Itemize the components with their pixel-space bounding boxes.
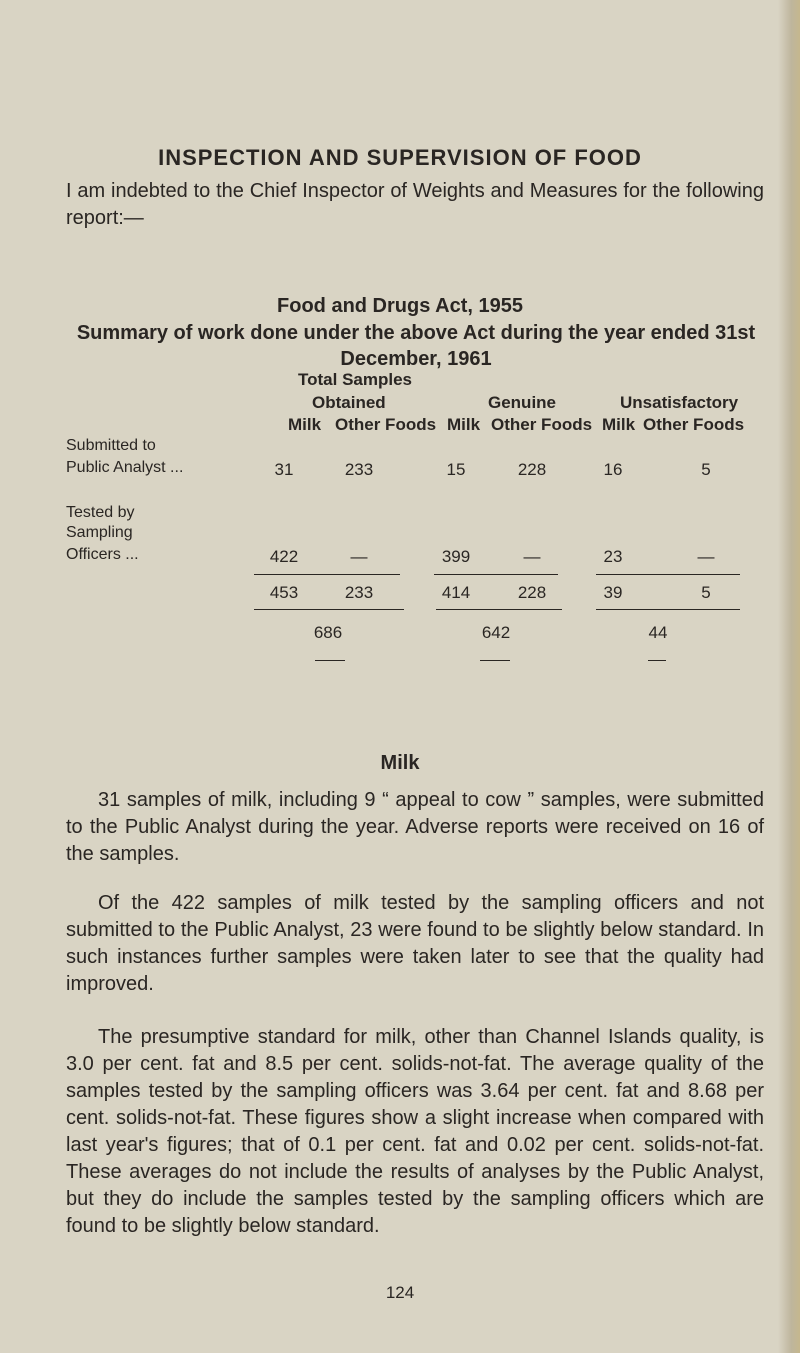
- row-label-tested-by: Tested by: [66, 504, 135, 521]
- table-subtotal: 39: [603, 583, 623, 602]
- table-cell: —: [697, 547, 715, 566]
- table-cell: 228: [517, 460, 547, 479]
- col-header-milk: Milk: [447, 415, 481, 434]
- table-cell: 399: [441, 547, 471, 566]
- table-cell: 15: [446, 460, 466, 479]
- header-unsatisfactory: Unsatisfactory: [620, 393, 739, 412]
- table-rule: [596, 609, 740, 610]
- table-cell: 31: [274, 460, 294, 479]
- intro-paragraph: I am indebted to the Chief Inspector of Weights and Measures for the following report:—: [66, 180, 764, 229]
- table-total: 686: [313, 623, 343, 642]
- page-edge-shadow: [778, 0, 800, 1353]
- table-rule: [648, 660, 666, 661]
- table-cell: —: [523, 547, 541, 566]
- row-label-submitted: Submitted to: [66, 437, 156, 454]
- table-rule: [480, 660, 510, 661]
- table-cell: 422: [269, 547, 299, 566]
- row-label-sampling: Sampling: [66, 524, 133, 541]
- table-total: 44: [648, 623, 668, 642]
- table-rule: [434, 574, 558, 575]
- header-obtained: Obtained: [312, 393, 386, 412]
- table-rule: [254, 609, 404, 610]
- col-header-other-foods: Other Foods: [491, 415, 593, 434]
- row-label-officers: Officers ...: [66, 546, 139, 563]
- table-cell: 16: [603, 460, 623, 479]
- table-rule: [254, 574, 400, 575]
- milk-paragraph-1: 31 samples of milk, including 9 “ appeal to cow ” samples, were submitted to the Public Analyst during the year. Adverse reports were received on 16 of the samples.: [66, 789, 764, 865]
- table-rule: [596, 574, 740, 575]
- table-rule: [315, 660, 345, 661]
- row-label-public-analyst: Public Analyst ...: [66, 459, 184, 476]
- col-header-other-foods: Other Foods: [335, 415, 437, 434]
- milk-paragraph-3: The presumptive standard for milk, other than Channel Islands quality, is 3.0 per cent. fat and 8.5 per cent. solids-not-fat. The average quality of the samples tested by the sampling officers was 3.64 per cent. fat and 8.68 per cent. solids-not-fat. These figures show a slight increase when compared with last year's figures; that of 0.1 per cent. fat and 0.02 per cent. solids-not-fat. These averages do not include the results of analyses by the Public Analyst, but they do include the samples tested by the sampling officers which are found to be slightly below standard.: [66, 1026, 764, 1237]
- table-cell: 233: [344, 460, 374, 479]
- act-title: Food and Drugs Act, 1955: [277, 295, 523, 317]
- table-total: 642: [481, 623, 511, 642]
- table-subtotal: 453: [269, 583, 299, 602]
- page-heading: INSPECTION AND SUPERVISION OF FOOD: [158, 145, 642, 170]
- table-rule: [436, 609, 562, 610]
- milk-paragraph-2: Of the 422 samples of milk tested by the sampling officers and not submitted to the Public Analyst, 23 were found to be slightly below standard. In such instances further samples were taken later to see that the quality had improved.: [66, 892, 764, 995]
- table-subtotal: 228: [517, 583, 547, 602]
- col-header-milk: Milk: [288, 415, 322, 434]
- summary-title: Summary of work done under the above Act during the year ended 31st December, 1961: [76, 322, 756, 370]
- col-header-milk: Milk: [602, 415, 636, 434]
- table-cell: 23: [603, 547, 623, 566]
- table-subtotal: 5: [701, 583, 711, 602]
- col-header-other-foods: Other Foods: [643, 415, 745, 434]
- header-genuine: Genuine: [488, 393, 557, 412]
- page-number: 124: [385, 1283, 415, 1302]
- milk-section-title: Milk: [380, 752, 420, 774]
- table-subtotal: 233: [344, 583, 374, 602]
- table-cell: 5: [701, 460, 711, 479]
- header-total-samples: Total Samples: [298, 370, 412, 389]
- table-cell: —: [350, 547, 368, 566]
- table-subtotal: 414: [441, 583, 471, 602]
